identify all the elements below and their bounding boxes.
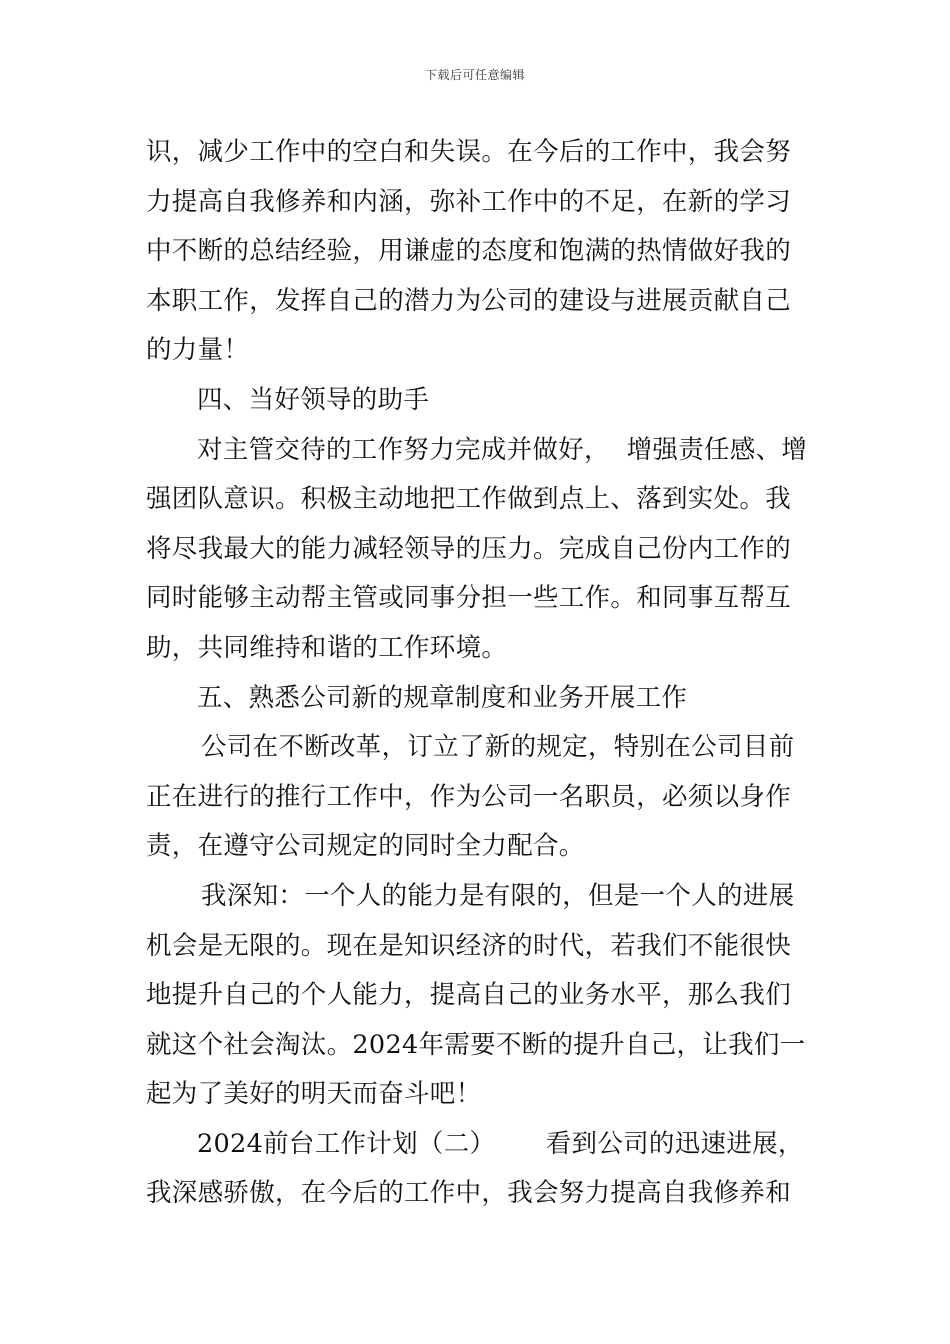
- text-line: 责，在遵守公司规定的同时全力配合。: [146, 831, 585, 862]
- text-line: 对主管交待的工作努力完成并做好， 增强责任感、增: [197, 434, 808, 465]
- text-line: 同时能够主动帮主管或同事分担一些工作。和同事互帮互: [146, 583, 792, 614]
- text-line: 正在进行的推行工作中，作为公司一名职员，必须以身作: [146, 781, 792, 812]
- text-line: 就这个社会淘汰。2024年需要不断的提升自己，让我们一: [146, 1029, 806, 1060]
- text-line: 起为了美好的明天而奋斗吧！: [146, 1079, 482, 1110]
- text-line: 识，减少工作中的空白和失误。在今后的工作中，我会努: [146, 137, 792, 167]
- section-heading: 2024前台工作计划（二） 看到公司的迅速进展，: [197, 1128, 804, 1159]
- text-line: 强团队意识。积极主动地把工作做到点上、落到实处。我: [146, 484, 792, 515]
- text-line: 机会是无限的。现在是知识经济的时代，若我们不能很快: [146, 930, 792, 961]
- text-line: 将尽我最大的能力减轻领导的压力。完成自己份内工作的: [146, 533, 792, 564]
- text-line: 本职工作，发挥自己的潜力为公司的建设与进展贡献自己: [146, 285, 792, 316]
- text-line: 我深知：一个人的能力是有限的，但是一个人的进展: [201, 880, 795, 911]
- text-line: 力提高自我修养和内涵，弥补工作中的不足，在新的学习: [146, 186, 792, 217]
- section-heading: 五、熟悉公司新的规章制度和业务开展工作: [197, 682, 688, 713]
- text-line: 助，共同维持和谐的工作环境。: [146, 632, 508, 663]
- section-heading: 四、当好领导的助手: [197, 384, 430, 415]
- text-line: 我深感骄傲，在今后的工作中，我会努力提高自我修养和: [146, 1178, 792, 1209]
- text-line: 公司在不断改革，订立了新的规定，特别在公司目前: [201, 732, 795, 763]
- text-line: 的力量！: [146, 335, 250, 366]
- page-header: 下载后可任意编辑: [424, 68, 525, 82]
- text-line: 地提升自己的个人能力，提高自己的业务水平，那么我们: [146, 980, 792, 1011]
- text-line: 中不断的总结经验，用谦虚的态度和饱满的热情做好我的: [146, 236, 792, 267]
- document-body: [146, 128, 810, 1219]
